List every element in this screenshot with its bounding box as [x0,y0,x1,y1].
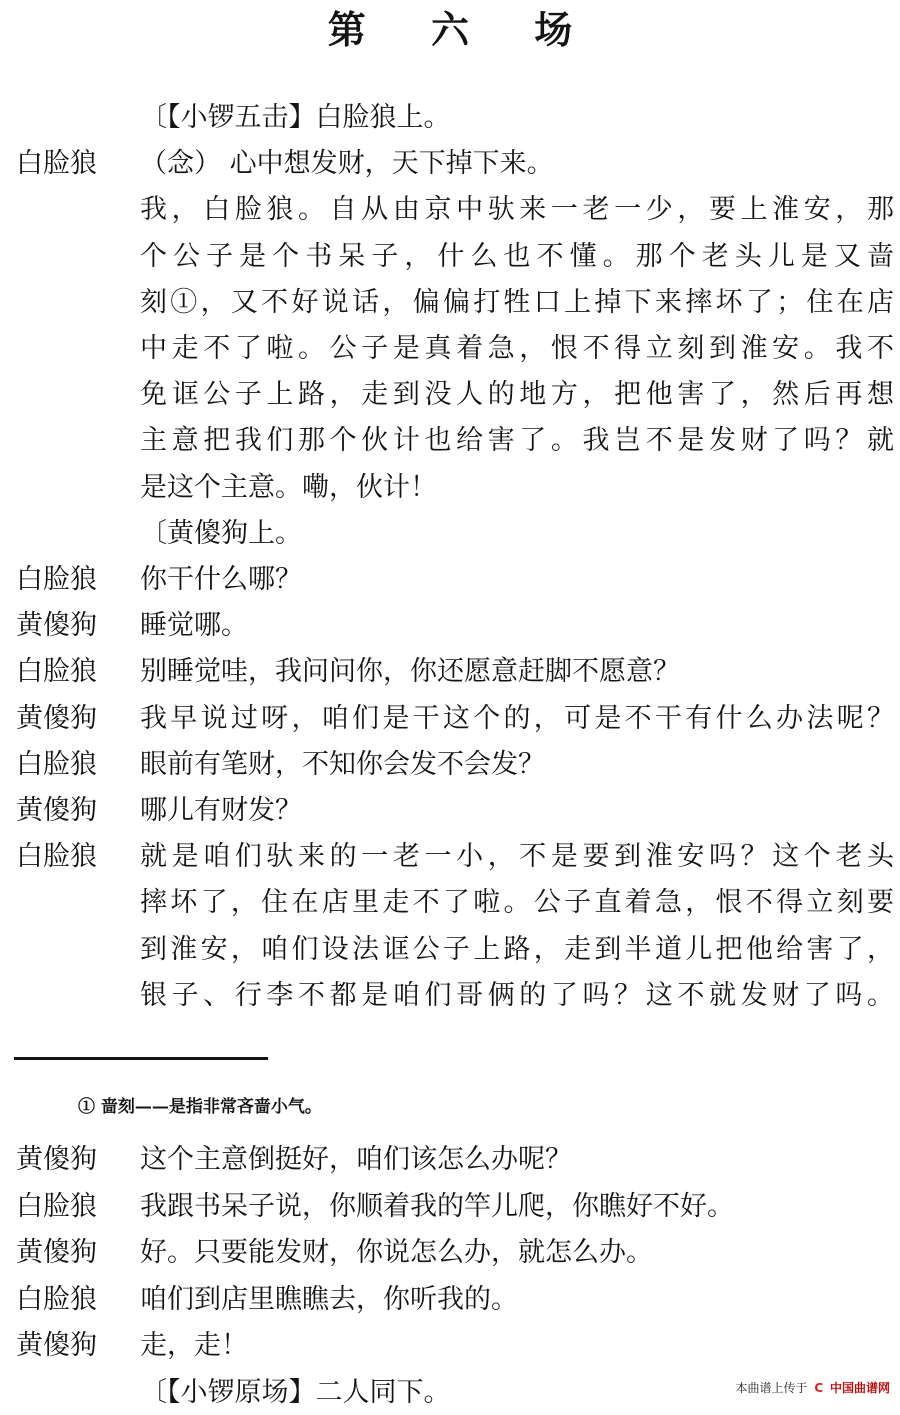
speaker-name: 黄傻狗 [16,1144,97,1175]
speaker-name: 黄傻狗 [16,1330,97,1361]
stage-direction-text: 〔黄傻狗上。 [140,517,302,549]
speaker-name: 白脸狼 [16,656,97,688]
stage-direction-text: 〔【小锣五击】白脸狼上。 [140,102,451,133]
line-text: 就是咱们驮来的一老一小，不是要到淮安吗？这个老头 [140,841,894,873]
line-text: 我早说过呀，咱们是干这个的，可是不干有什么办法呢？ [140,702,894,734]
line-text: 摔坏了，住在店里走不了啦。公子直着急，恨不得立刻要 [140,887,894,919]
footnote: ① 啬刻——是指非常吝啬小气。 [78,1097,322,1117]
line-text: 这个主意倒挺好，咱们该怎么办呢？ [140,1144,572,1175]
line-text: 银子、行李不都是咱们哥俩的了吗？这不就发财了吗。 [140,979,894,1011]
speaker-name: 白脸狼 [16,148,97,180]
line-text: 个公子是个书呆子，什么也不懂。那个老头儿是又啬 [140,240,894,272]
speaker-name: 黄傻狗 [16,795,97,826]
site-logo-icon: C [814,1381,824,1395]
speaker-name: 白脸狼 [16,1190,97,1222]
speaker-name: 白脸狼 [16,1283,97,1315]
speaker-name: 黄傻狗 [16,702,97,734]
site-brand: 中国曲谱网 [829,1381,890,1395]
line-text: 走，走！ [140,1330,248,1361]
scene-title: 第 六 场 [327,7,599,52]
line-text: 你干什么哪？ [140,564,302,595]
source-prefix: 本曲谱上传于 [735,1381,808,1395]
speaker-name: 黄傻狗 [16,1237,97,1268]
line-text: 我跟书呆子说，你顺着我的竿儿爬，你瞧好不好。 [140,1190,734,1222]
line-text: 是这个主意。嘞，伙计！ [140,471,437,503]
line-text: 到淮安，咱们设法诓公子上路，走到半道儿把他给害了， [140,933,894,965]
line-text: 好。只要能发财，你说怎么办，就怎么办。 [140,1237,653,1268]
line-text: （念） 心中想发财，天下掉下来。 [140,148,554,180]
line-text: 刻①，又不好说话，偏偏打牲口上掉下来摔坏了；住在店 [140,286,894,318]
line-text: 我，白脸狼。自从由京中驮来一老一少，要上淮安，那 [140,194,894,226]
source-attribution [736,1380,891,1396]
speaker-name: 黄傻狗 [16,610,97,642]
line-text: 免诓公子上路，走到没人的地方，把他害了，然后再想 [140,379,894,411]
line-text: 别睡觉哇，我问问你，你还愿意赶脚不愿意？ [140,656,680,688]
footnote-divider [14,1057,268,1060]
stage-direction-text: 〔【小锣原场】二人同下。 [140,1376,451,1408]
line-text: 哪儿有财发？ [140,795,302,826]
line-text: 咱们到店里瞧瞧去，你听我的。 [140,1283,518,1315]
speaker-name: 白脸狼 [16,841,97,873]
line-text: 睡觉哪。 [140,610,248,642]
speaker-name: 白脸狼 [16,564,97,595]
speaker-name: 白脸狼 [16,748,97,780]
line-text: 眼前有笔财，不知你会发不会发？ [140,748,545,780]
line-text: 中走不了啦。公子是真着急，恨不得立刻到淮安。我不 [140,333,894,364]
line-text: 主意把我们那个伙计也给害了。我岂不是发财了吗？就 [140,425,894,457]
